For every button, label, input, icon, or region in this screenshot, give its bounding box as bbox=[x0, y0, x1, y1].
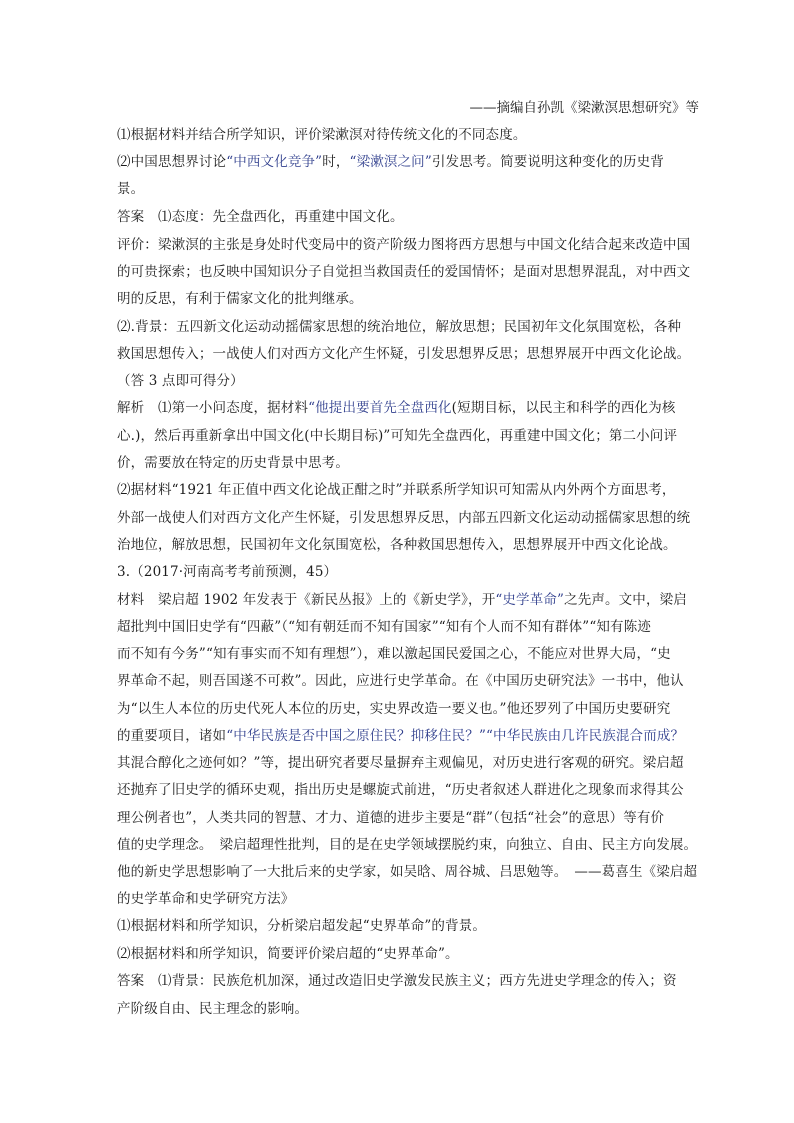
text-span: 价，需要放在特定的历史背景中思考。 bbox=[117, 455, 350, 471]
text-span: (短期目标，以民主和科学的西化为核 bbox=[451, 400, 676, 416]
document-page bbox=[117, 0, 701, 1123]
text-line bbox=[117, 778, 684, 798]
text-line bbox=[117, 369, 244, 389]
text-line bbox=[117, 860, 697, 880]
text-line bbox=[117, 724, 684, 744]
text-span: ⑵中国思想界讨论 bbox=[117, 154, 227, 170]
highlighted-text: “梁漱溟之问” bbox=[349, 154, 432, 170]
text-span: ⑴根据材料并结合所学知识，评价梁漱溟对待传统文化的不同态度。 bbox=[117, 127, 527, 143]
text-span: 的重要项目，诸如 bbox=[117, 728, 227, 744]
text-line bbox=[117, 233, 690, 253]
text-line bbox=[117, 833, 697, 853]
text-span: ⑵根据材料和所学知识，简要评价梁启超的“史界革命”。 bbox=[117, 946, 459, 962]
source-citation: ——摘编自孙凯《梁漱溟思想研究》等 bbox=[469, 100, 699, 116]
text-span: 解析 ⑴第一小问态度，据材料 bbox=[117, 400, 309, 416]
highlighted-text: “史学革命” bbox=[495, 592, 565, 608]
text-span: 评价：梁漱溟的主张是身处时代变局中的资产阶级力图将西方思想与中国文化结合起来改造中国 bbox=[117, 237, 691, 253]
text-line bbox=[117, 997, 308, 1017]
text-line bbox=[117, 533, 677, 553]
text-span: 景。 bbox=[117, 181, 145, 197]
text-line bbox=[117, 642, 671, 662]
text-span: 答案 ⑴背景：民族危机加深，通过改造旧史学激发民族主义；西方先进史学理念的传入；资 bbox=[117, 973, 677, 989]
text-line bbox=[117, 315, 681, 335]
text-span: ⑴根据材料和所学知识，分析梁启超发起“史界革命”的背景。 bbox=[117, 918, 487, 934]
text-line bbox=[117, 478, 676, 498]
text-span: ⑵.背景：五四新文化运动动摇儒家思想的统治地位，解放思想；民国初年文化氛围宽松，各种 bbox=[117, 319, 682, 335]
text-span: 界革命不起，则吾国遂不可救”。因此，应进行史学革命。在《中国历史研究法》一书中，他认 bbox=[117, 673, 684, 689]
text-line bbox=[117, 588, 687, 608]
highlighted-text: “他提出要首先全盘西化 bbox=[308, 400, 452, 416]
text-line bbox=[117, 914, 486, 934]
text-span: 材料 梁启超 1902 年发表于《新民丛报》上的《新史学》，开 bbox=[117, 592, 496, 608]
text-span: 明的反思，有利于儒家文化的批判继承。 bbox=[117, 291, 363, 307]
text-span: （答 3 点即可得分） bbox=[117, 373, 244, 389]
text-span: 引发思考。简要说明这种变化的历史背 bbox=[431, 154, 664, 170]
text-span: 时， bbox=[322, 154, 350, 170]
text-line bbox=[117, 669, 684, 689]
text-line bbox=[117, 123, 527, 143]
text-line bbox=[117, 806, 664, 826]
text-span: 的史学革命和史学研究方法》 bbox=[117, 891, 295, 907]
text-span: 还抛弃了旧史学的循环史观，指出历史是螺旋式前进，“历史者叙述人群进化之现象而求得其公 bbox=[117, 782, 684, 798]
text-span: 的可贵探索；也反映中国知识分子自觉担当救国责任的爱国情怀；是面对思想界混乱，对中西文 bbox=[117, 264, 691, 280]
text-span: 其混合醇化之迹何如？”等，提出研究者要尽量摒弃主观偏见，对历史进行客观的研究。梁启超 bbox=[117, 755, 684, 771]
text-span: 理公例者也”，人类共同的智慧、才力、道德的进步主要是“群”（包括“社会”的意思）等有价 bbox=[117, 810, 665, 826]
text-line bbox=[117, 506, 690, 526]
text-span: 为“以生人本位的历史代死人本位的历史，实史界改造一要义也。”他还罗列了中国历史要研究 bbox=[117, 701, 671, 717]
text-line bbox=[117, 342, 690, 362]
text-line bbox=[117, 697, 670, 717]
text-line bbox=[117, 887, 294, 907]
text-span: 产阶级自由、民主理念的影响。 bbox=[117, 1001, 309, 1017]
text-line bbox=[117, 205, 404, 225]
text-span: 答案 ⑴态度：先全盘西化，再重建中国文化。 bbox=[117, 209, 404, 225]
text-span: ⑵据材料“1921 年正值中西文化论战正酣之时”并联系所学知识可知需从内外两个方面思考， bbox=[117, 482, 676, 498]
text-line bbox=[117, 287, 363, 307]
text-line bbox=[117, 615, 651, 635]
text-line bbox=[117, 396, 676, 416]
highlighted-text: “中华民族是否中国之原住民？抑移住民？”“中华民族由几许民族混合而成？ bbox=[226, 728, 685, 744]
text-span: 之先声。文中，梁启 bbox=[564, 592, 687, 608]
text-span: 值的史学理念。 梁启超理性批判，目的是在史学领域摆脱约束，向独立、自由、民主方向发展。 bbox=[117, 837, 698, 853]
text-span: 救国思想传入；一战使人们对西方文化产生怀疑，引发思想界反思；思想界展开中西文化论战。 bbox=[117, 346, 691, 362]
highlighted-text: “中西文化竞争” bbox=[226, 154, 323, 170]
text-span: 外部一战使人们对西方文化产生怀疑，引发思想界反思，内部五四新文化运动动摇儒家思想的统 bbox=[117, 510, 691, 526]
text-span: 治地位，解放思想，民国初年文化氛围宽松，各种救国思想传入，思想界展开中西文化论战。 bbox=[117, 537, 677, 553]
text-line bbox=[117, 150, 664, 170]
text-line bbox=[117, 751, 684, 771]
text-span: 超批判中国旧史学有“四蔽”（“知有朝廷而不知有国家”“知有个人而不知有群体”“知有陈迹 bbox=[117, 619, 652, 635]
text-line bbox=[117, 560, 337, 580]
text-span: 心.)，然后再重新拿出中国文化(中长期目标)”可知先全盘西化，再重建中国文化；第二小问评 bbox=[117, 428, 678, 444]
text-line bbox=[117, 942, 459, 962]
text-span: 而不知有今务”“知有事实而不知有理想”），难以激起国民爱国之心，不能应对世界大局，“史 bbox=[117, 646, 671, 662]
text-line bbox=[117, 451, 349, 471]
text-line bbox=[117, 260, 690, 280]
text-span: 3.（2017·河南高考考前预测，45） bbox=[117, 564, 338, 580]
text-line bbox=[117, 969, 677, 989]
text-line bbox=[117, 424, 677, 444]
text-line bbox=[117, 177, 144, 197]
text-span: 他的新史学思想影响了一大批后来的史学家，如吴晗、周谷城、吕思勉等。 ——葛喜生《梁启超 bbox=[117, 864, 698, 880]
